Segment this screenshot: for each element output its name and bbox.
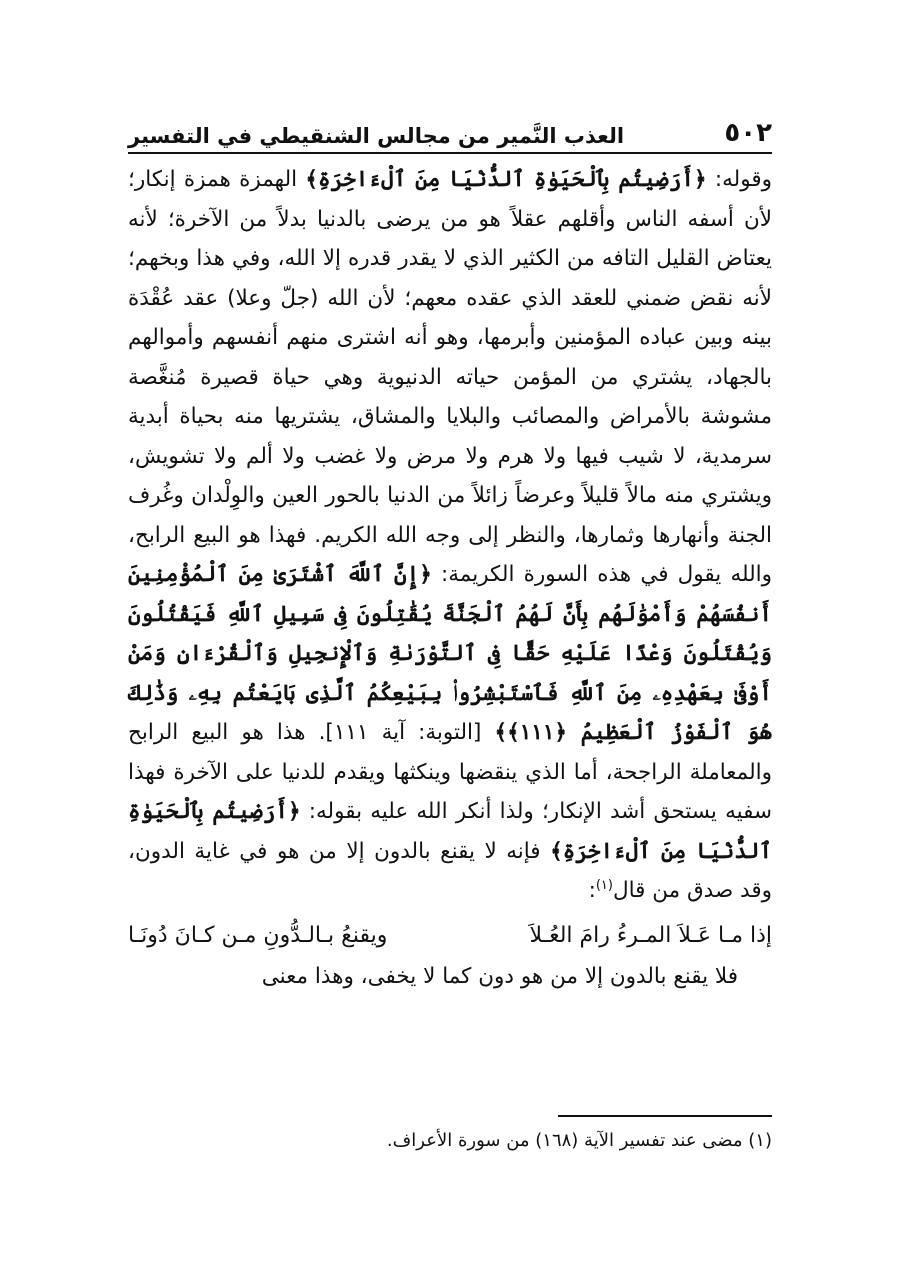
text-segment: : (588, 878, 596, 903)
text-segment: وقوله: (706, 167, 772, 192)
footnote-number: (١) (748, 1130, 772, 1151)
poem-second-hemistich: ويقنعُ بـالـدُّونِ مـن كـانَ دُونَـا (128, 922, 388, 948)
quran-quote: ﴿أَرَضِيتُم بِٱلْحَيَوٰةِ ٱلدُّنْيَا مِنَ ٱلْءَاخِرَةِ﴾ (305, 167, 707, 192)
page-header (128, 108, 772, 148)
footnote-rule (558, 1115, 772, 1117)
text-segment: الهمزة همزة إنكار؛ لأن أسفه الناس وأقلهم عقلاً هو من يرضى بالدنيا بدلاً من الآخرة؛ لأنه يعتاض القليل التافه من الكثير الذي لا يقدر قدره إلا الله، وفي هذا وبخهم؛ لأنه نقض ضمني للعقد الذي عقده معهم؛ لأن الله (جلّ وعلا) عقد عُقْدَة بينه وبين عباده المؤمنين وأبرمها، وهو أنه اشترى منهم أنفسهم وأموالهم بالجهاد، يشتري من المؤمن حياته الدنيوية وهي حياة قصيرة مُنغَّصة مشوشة بالأمراض والمصائب والبلايا والمشاق، يشتريها منه بحياة أبدية سرمدية، لا شيب فيها ولا هرم ولا مرض ولا غضب ولا ألم ولا تشويش، ويشتري منه مالاً قليلاً وعرضاً زائلاً من الدنيا بالحور العين والوِلْدان وغُرف الجنة وأنهارها وثمارها، والنظر إلى وجه الله الكريم. فهذا هو البيع الرابح، والله يقول في هذه السورة الكريمة: (128, 167, 772, 587)
footnote-text: مضى عند تفسير الآية (١٦٨) من سورة الأعراف. (386, 1130, 749, 1151)
header-rule (128, 152, 772, 154)
quran-quote: ﴿أَرَضِيتُم بِٱلْحَيَوٰةِ ٱلدُّنْيَا مِنَ ٱلْءَاخِرَةِ﴾ (128, 799, 772, 864)
footnote (128, 1126, 772, 1156)
running-title: العذب النَّمير من مجالس الشنقيطي في التفسير (128, 124, 625, 148)
footnote-reference: (١) (595, 877, 613, 893)
quran-quote: ﴿إِنَّ ٱللَّهَ ٱشْتَرَىٰ مِنَ ٱلْمُؤْمِنِينَ أَنفُسَهُمْ وَأَمْوَٰلَهُم بِأَنَّ لَهُمُ ٱلْجَنَّةَ يُقَٰتِلُونَ فِى سَبِيلِ ٱللَّهِ فَيَقْتُلُونَ وَيُقْتَلُونَ وَعْدًا عَلَيْهِ حَقًّا فِى ٱلتَّوْرَىٰةِ وَٱلْإِنجِيلِ وَٱلْقُرْءَانِ وَمَنْ أَوْفَىٰ بِعَهْدِهِۦ مِنَ ٱللَّهِ فَٱسْتَبْشِرُوا۟ بِبَيْعِكُمُ ٱلَّذِى بَايَعْتُم بِهِۦ وَذَٰلِكَ هُوَ ٱلْفَوْزُ ٱلْعَظِيمُ ﴿١١١﴾﴾ (128, 562, 773, 745)
poem-verse (128, 915, 772, 957)
main-text (128, 160, 772, 996)
text-segment: فإنه لا يقنع بالدون إلا من هو في غاية الدون، وقد صدق من قال (128, 838, 772, 903)
continuation-paragraph: فلا يقنع بالدون إلا من هو دون كما لا يخفى، وهذا معنى (261, 963, 738, 989)
poem-first-hemistich: إذا مـا عَـلاَ المـرءُ رامَ العُـلاَ (529, 922, 772, 948)
page-number: ٥٠٢ (724, 118, 772, 148)
tafsir-paragraph (128, 160, 772, 911)
text-segment: [التوبة: آية ١١١]. هذا هو البيع الرابح والمعاملة الراجحة، أما الذي ينقضها وينكثها ويقدم للدنيا على الآخرة فهذا سفيه يستحق أشد الإنكار؛ ولذا أنكر الله عليه بقوله: (128, 720, 772, 824)
